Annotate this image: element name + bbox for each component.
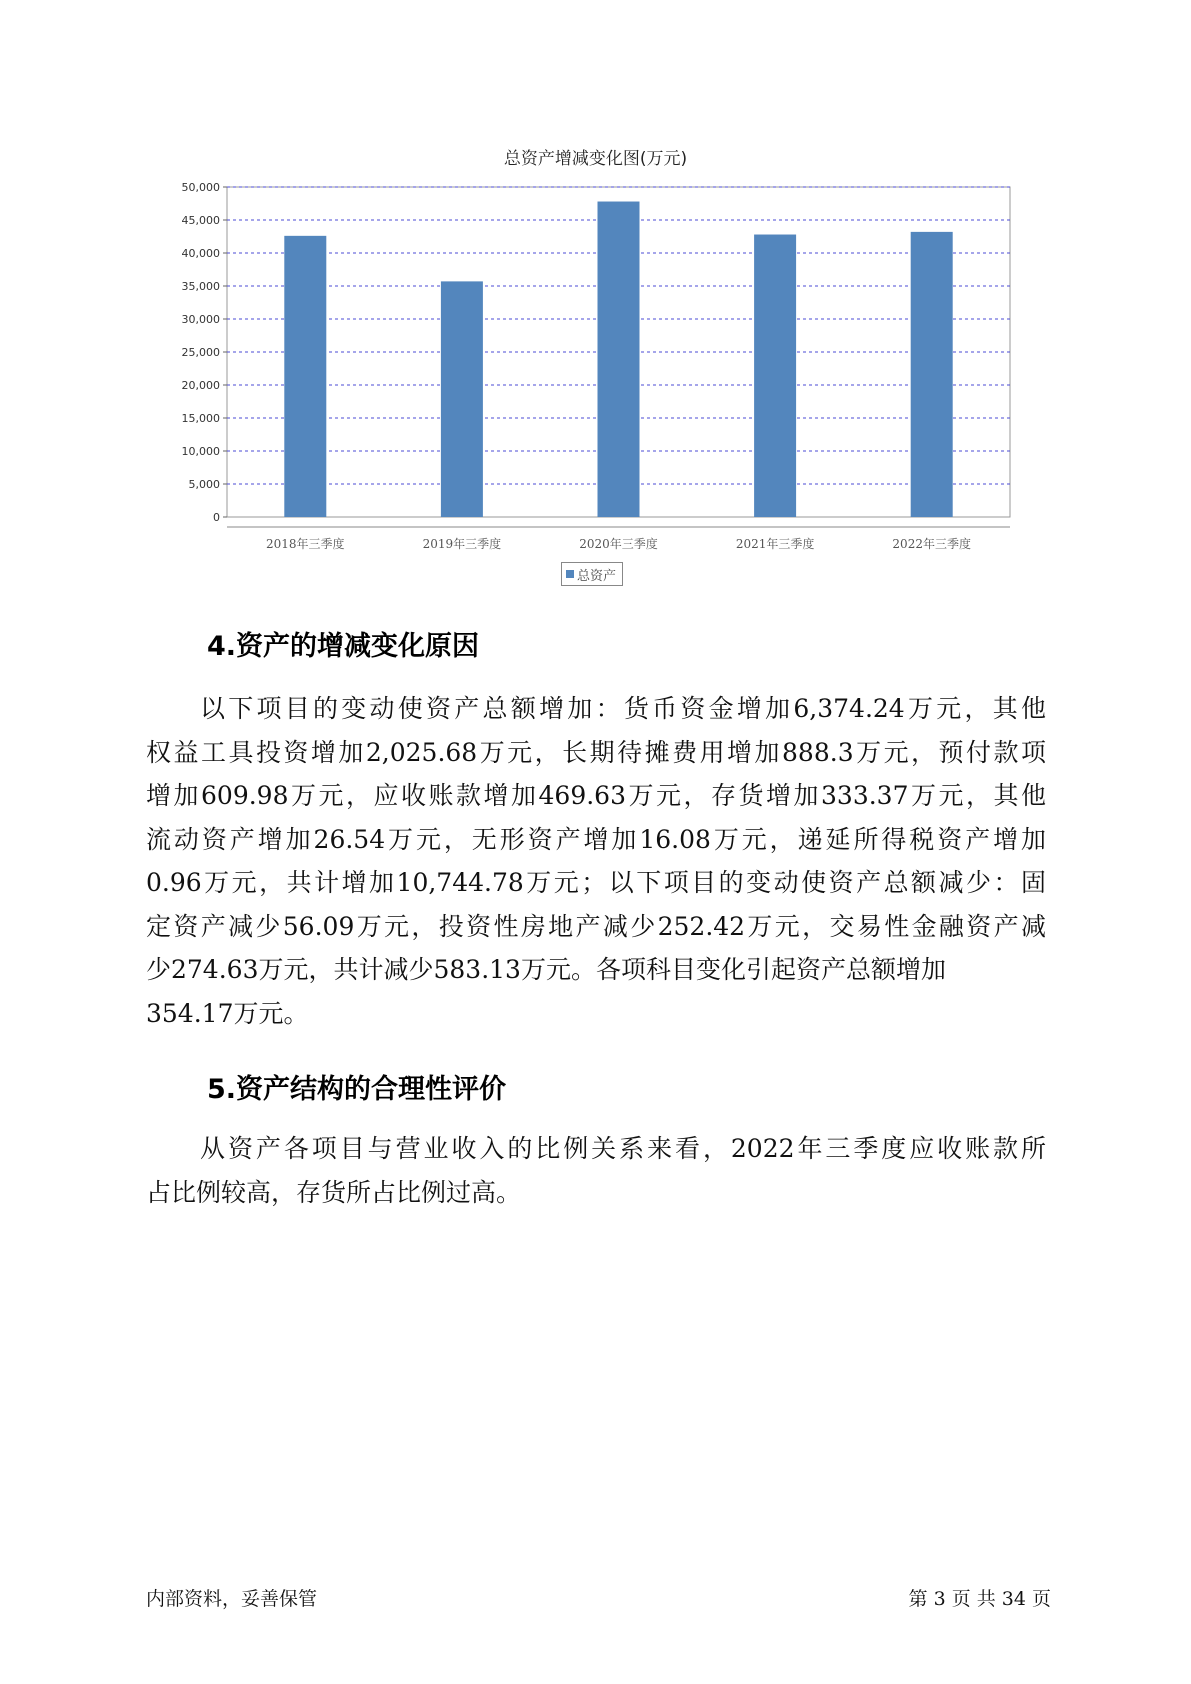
legend-swatch [566, 570, 574, 578]
y-tick-label: 30,000 [181, 313, 220, 326]
text-line: 以下项目的变动使资产总额增加：货币资金增加6,374.24万元，其他 [200, 694, 1046, 723]
text-line: 从资产各项目与营业收入的比例关系来看，2022年三季度应收账款所 [200, 1134, 1046, 1163]
section-heading-4: 4.资产的增减变化原因 [207, 631, 480, 662]
y-tick-label: 20,000 [181, 379, 220, 392]
chart-legend [561, 562, 623, 586]
text-line: 增加609.98万元，应收账款增加469.63万元，存货增加333.37万元，其他 [146, 781, 1046, 810]
y-tick-label: 10,000 [181, 445, 220, 458]
x-tick-label: 2018年三季度 [266, 537, 345, 551]
bar [911, 232, 953, 517]
y-tick-label: 15,000 [181, 412, 220, 425]
x-tick-label: 2022年三季度 [892, 537, 971, 551]
text-line: 占比例较高，存货所占比例过高。 [146, 1177, 522, 1207]
x-tick-label: 2021年三季度 [735, 537, 815, 551]
bar [284, 236, 326, 517]
legend-label: 总资产 [577, 568, 617, 584]
bar-chart [0, 0, 1191, 560]
text-line: 少274.63万元，共计减少583.13万元。各项科目变化引起资产总额增加 [146, 955, 946, 984]
paragraph-asset-structure [146, 1127, 1046, 1214]
text-line: 流动资产增加26.54万元，无形资产增加16.08万元，递延所得税资产增加 [146, 824, 1046, 854]
bar [441, 281, 483, 517]
footer-confidential-note: 内部资料，妥善保管 [146, 1588, 318, 1610]
section-heading-5: 5.资产结构的合理性评价 [207, 1074, 507, 1105]
text-line: 0.96万元，共计增加10,744.78万元；以下项目的变动使资产总额减少：固 [146, 868, 1046, 897]
text-line: 354.17万元。 [146, 998, 309, 1028]
y-tick-label: 0 [213, 511, 220, 524]
bar [598, 202, 640, 517]
paragraph-asset-changes [146, 687, 1046, 1035]
y-tick-label: 45,000 [181, 214, 220, 227]
text-line: 权益工具投资增加2,025.68万元，长期待摊费用增加888.3万元，预付款项 [146, 737, 1046, 767]
x-tick-label: 2019年三季度 [422, 537, 502, 551]
y-tick-label: 50,000 [181, 181, 220, 194]
y-tick-label: 5,000 [188, 478, 220, 491]
bar [754, 235, 796, 517]
y-tick-label: 40,000 [181, 247, 220, 260]
chart-title: 总资产增减变化图(万元) [503, 149, 688, 169]
footer-page-number: 第 3 页 共 34 页 [908, 1588, 1051, 1610]
y-tick-label: 25,000 [181, 346, 220, 359]
x-tick-label: 2020年三季度 [579, 537, 658, 551]
text-line: 定资产减少56.09万元，投资性房地产减少252.42万元，交易性金融资产减 [146, 911, 1046, 941]
y-tick-label: 35,000 [181, 280, 220, 293]
